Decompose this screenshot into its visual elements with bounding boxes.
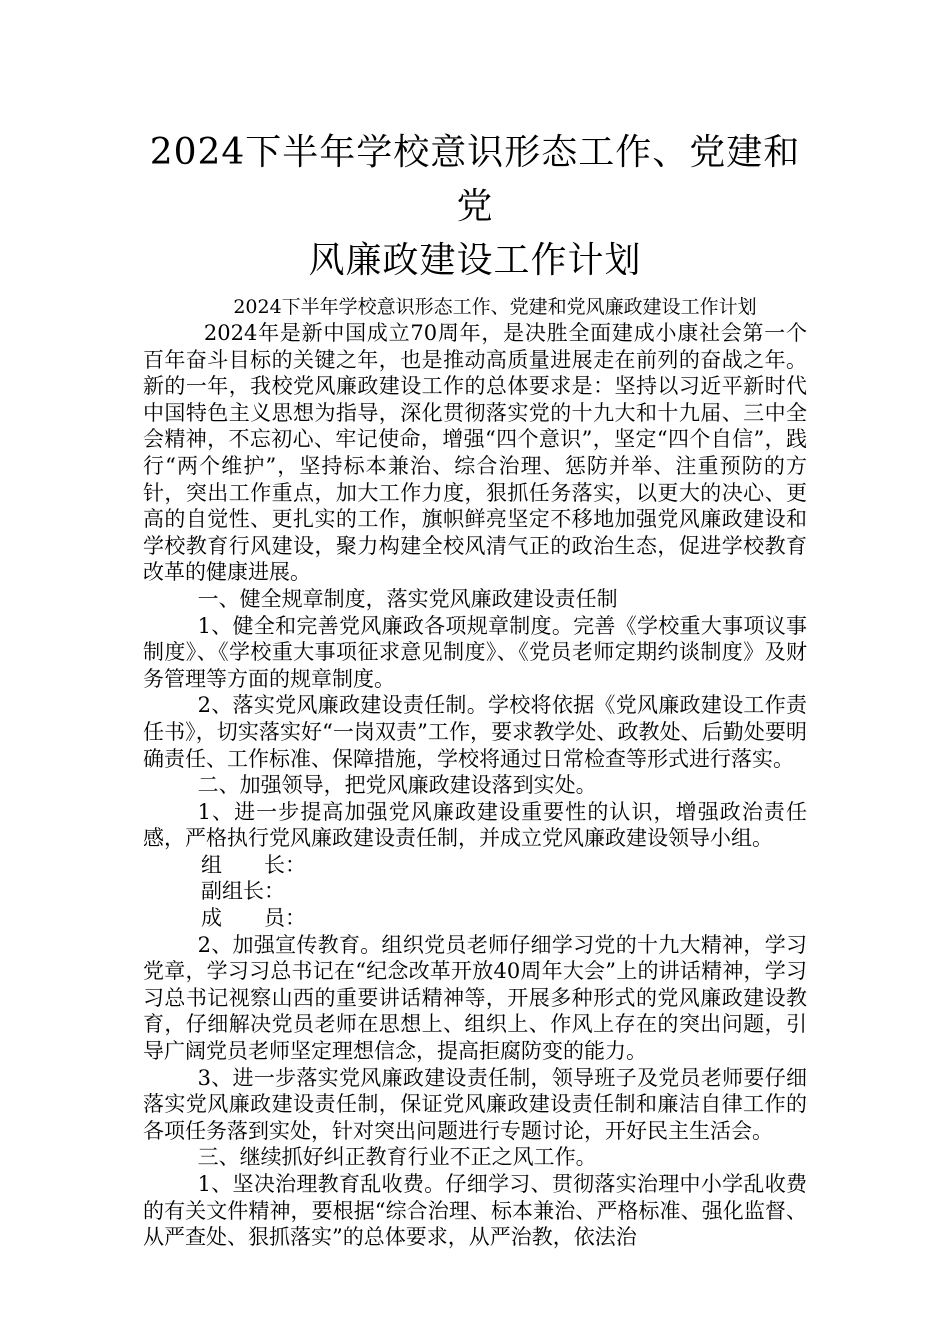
document-title [143,126,807,288]
title-line-2: 风廉政建设工作计划 [308,240,642,281]
paragraph-1-2: 2、落实党风廉政建设责任制。学校将依据《党风廉政建设工作责任书》，切实落实好“一岗双责”工作，要求教学处、政教处、后勤处要明确责任、工作标准、保障措施，学校将通过日常检查等形式进行落实。 [143,693,807,771]
paragraph-3-1: 1、坚决治理教育乱收费。仔细学习、贯彻落实治理中小学乱收费的有关文件精神，要根据“综合治理、标本兼治、严格标准、强化监督、从严查处、狠抓落实”的总体要求，从严治教，依法治 [143,1172,807,1250]
document-page [143,126,807,1251]
paragraph-2-2: 2、加强宣传教育。组织党员老师仔细学习党的十九大精神，学习党章，学习习总书记在“纪念改革开放40周年大会”上的讲话精神，学习习总书记视察山西的重要讲话精神等，开展多种形式的党风廉政建设教育，仔细解决党员老师在思想上、组织上、作风上存在的突出问题，引导广阔党员老师坚定理想信念，提高拒腐防变的能力。 [143,932,807,1064]
section-heading-3: 三、继续抓好纠正教育行业不正之风工作。 [197,1145,597,1170]
title-line-1: 2024下半年学校意识形态工作、党建和党 [149,132,801,227]
paragraph-1-1: 1、健全和完善党风廉政各项规章制度。完善《学校重大事项议事制度》、《学校重大事项征求意见制度》、《党员老师定期约谈制度》及财务管理等方面的规章制度。 [143,613,807,691]
section-heading-2: 二、加强领导，把党风廉政建设落到实处。 [197,773,597,798]
role-deputy: 副组长： [201,879,285,904]
section-heading-1: 一、健全规章制度，落实党风廉政建设责任制 [197,586,618,611]
document-subtitle: 2024下半年学校意识形态工作、党建和党风廉政建设工作计划 [233,296,757,318]
paragraph-2-3: 3、进一步落实党风廉政建设责任制，领导班子及党员老师要仔细落实党风廉政建设责任制，保证党风廉政建设责任制和廉洁自律工作的各项任务落到实处，针对突出问题进行专题讨论，开好民主生活会。 [143,1065,807,1143]
role-leader: 组 长： [201,852,306,877]
role-members: 成 员： [201,906,306,931]
paragraph-intro: 2024年是新中国成立70周年，是决胜全面建成小康社会第一个百年奋斗目标的关键之年，也是推动高质量进展走在前列的奋战之年。新的一年，我校党风廉政建设工作的总体要求是：坚持以习近平新时代中国特色主义思想为指导，深化贯彻落实党的十九大和十九届、三中全会精神，不忘初心、牢记使命，增强“四个意识”，坚定“四个自信”，践行“两个维护”，坚持标本兼治、综合治理、惩防并举、注重预防的方针，突出工作重点，加大工作力度，狠抓任务落实，以更大的决心、更高的自觉性、更扎实的工作，旗帜鲜亮坚定不移地加强党风廉政建设和学校教育行风建设，聚力构建全校风清气正的政治生态，促进学校教育改革的健康进展。 [143,321,807,585]
paragraph-2-1: 1、进一步提高加强党风廉政建设重要性的认识，增强政治责任感，严格执行党风廉政建设责任制，并成立党风廉政建设领导小组。 [143,799,807,851]
